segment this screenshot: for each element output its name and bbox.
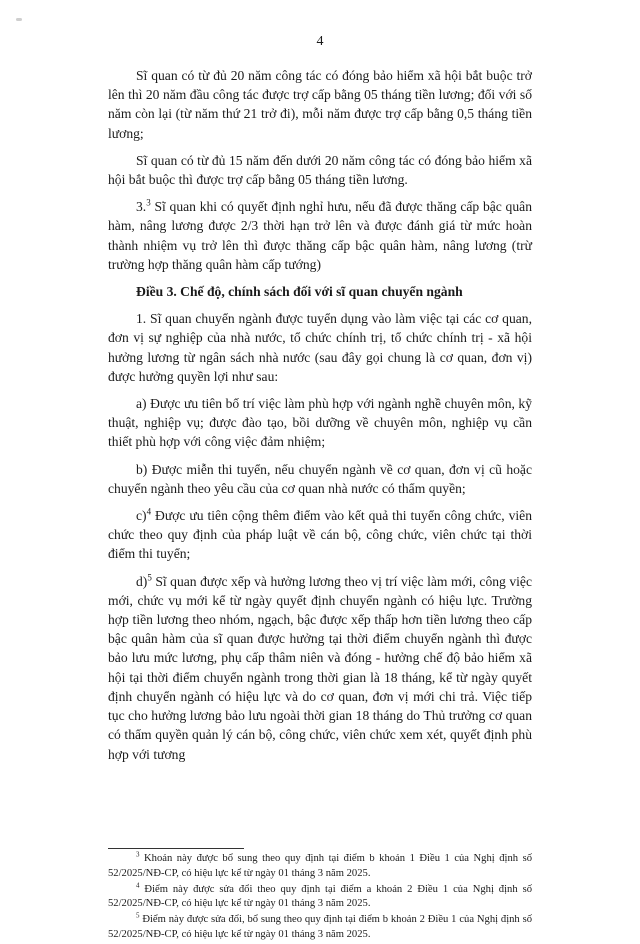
paragraph-point-d bbox=[108, 572, 532, 764]
footnote-number: 3 bbox=[136, 850, 140, 859]
paragraph-severance-15-years bbox=[108, 151, 532, 189]
clause-number: c) bbox=[136, 508, 147, 524]
clause-number: 3. bbox=[136, 199, 147, 215]
footnotes bbox=[108, 852, 532, 944]
paragraph-point-b bbox=[108, 460, 532, 498]
footnote-number: 5 bbox=[136, 911, 140, 920]
paragraph-text: Sĩ quan được xếp và hưởng lương theo vị trí việc làm mới, công việc mới, chức vụ mới kể từ ngày quyết định chuyển ngành có hiệu lực. Trường hợp tiền lương theo nhóm, ngạch, bậc được xếp thấp hơn tiền lương theo cấp bậc quân hàm của sĩ quan được hưởng tại thời điểm chuyển ngành thì được bảo lưu mức lương, phụ cấp thâm niên và đóng - hưởng chế độ bảo hiểm xã hội tại thời điểm chuyển ngành trong thời gian là 18 tháng, kể từ ngày quyết định chuyển ngành có hiệu lực và do cơ quan, đơn vị mới chi trả. Việc tiếp tục cho hưởng lương bảo lưu ngoài thời gian 18 tháng do Thủ trưởng cơ quan có thẩm quyền quản lý cán bộ, công chức, viên chức xem xét, quyết định phù hợp với tương bbox=[108, 573, 532, 762]
paragraph-text: a) Được ưu tiên bố trí việc làm phù hợp với ngành nghề chuyên môn, kỹ thuật, nghiệp vụ; được đào tạo, bồi dưỡng về chuyên môn, nghiệp vụ cần thiết phù hợp với công việc đảm nhiệm; bbox=[108, 396, 532, 450]
clause-number: d) bbox=[136, 573, 148, 589]
footnote-text: Điểm này được sửa đổi theo quy định tại điểm a khoản 2 Điều 1 của Nghị định số 52/2025/NĐ-CP, có hiệu lực kể từ ngày 01 tháng 3 năm 2025. bbox=[108, 883, 532, 910]
paragraph-text: Sĩ quan có từ đủ 15 năm đến dưới 20 năm công tác có đóng bảo hiểm xã hội bắt buộc thì được trợ cấp bằng 05 tháng tiền lương. bbox=[108, 152, 532, 188]
paragraph-text: b) Được miễn thi tuyển, nếu chuyển ngành về cơ quan, đơn vị cũ hoặc chuyển ngành theo yêu cầu của cơ quan nhà nước có thẩm quyền; bbox=[108, 461, 532, 496]
footnote-ref: 3 bbox=[146, 197, 151, 208]
paragraph-point-a bbox=[108, 394, 532, 452]
footnote-4 bbox=[108, 883, 532, 913]
paragraph-text: Sĩ quan khi có quyết định nghỉ hưu, nếu đã được thăng cấp bậc quân hàm, nâng lương được 2/3 thời hạn trở lên và được đánh giá từ mức hoàn thành nhiệm vụ trở lên thì được thăng cấp bậc quân hàm, nâng lương (trừ trường hợp thăng quân hàm cấp tướng) bbox=[108, 199, 532, 272]
article-3-heading: Điều 3. Chế độ, chính sách đối với sĩ quan chuyển ngành bbox=[136, 284, 463, 300]
footnote-ref: 4 bbox=[146, 506, 152, 517]
paragraph-point-c bbox=[108, 506, 532, 564]
footnote-divider bbox=[108, 848, 244, 849]
body-text bbox=[108, 66, 532, 772]
footnote-text: Điểm này được sửa đổi, bổ sung theo quy định tại điểm b khoản 2 Điều 1 của Nghị định số 52/2025/NĐ-CP, có hiệu lực kể từ ngày 01 tháng 3 năm 2025. bbox=[108, 914, 532, 940]
paragraph-text: Sĩ quan có từ đủ 20 năm công tác có đóng bảo hiểm xã hội bắt buộc trở lên thì 20 năm đầu công tác được trợ cấp bằng 05 tháng tiền lương; đối với số năm còn lại (từ năm thứ 21 trở đi), mỗi năm được trợ cấp bằng 0,5 tháng tiền lương; bbox=[108, 68, 532, 141]
footnote-5 bbox=[108, 913, 532, 943]
footnote-text: Khoản này được bổ sung theo quy định tại điểm b khoản 1 Điều 1 của Nghị định số 52/2025/NĐ-CP, có hiệu lực kể từ ngày 01 tháng 3 năm 2025. bbox=[108, 853, 532, 879]
footnote-3 bbox=[108, 852, 532, 882]
paragraph-article-3-clause-1 bbox=[108, 309, 532, 386]
footnote-ref: 5 bbox=[147, 572, 152, 583]
scan-artifact bbox=[16, 18, 22, 21]
paragraph-clause-3 bbox=[108, 197, 532, 274]
paragraph-text: Được ưu tiên cộng thêm điểm vào kết quả thi tuyển công chức, viên chức theo quy định của pháp luật về cán bộ, công chức, viên chức tại thời điểm thi tuyển; bbox=[108, 508, 532, 562]
footnote-number: 4 bbox=[136, 881, 140, 890]
page-number: 4 bbox=[316, 34, 324, 49]
paragraph-severance-20-years bbox=[108, 66, 532, 143]
paragraph-text: 1. Sĩ quan chuyển ngành được tuyển dụng vào làm việc tại các cơ quan, đơn vị sự nghiệp của nhà nước, tổ chức chính trị, tổ chức chính trị - xã hội hưởng lương từ ngân sách nhà nước (sau đây gọi chung là cơ quan, đơn vị) được hưởng quyền lợi như sau: bbox=[108, 311, 532, 384]
